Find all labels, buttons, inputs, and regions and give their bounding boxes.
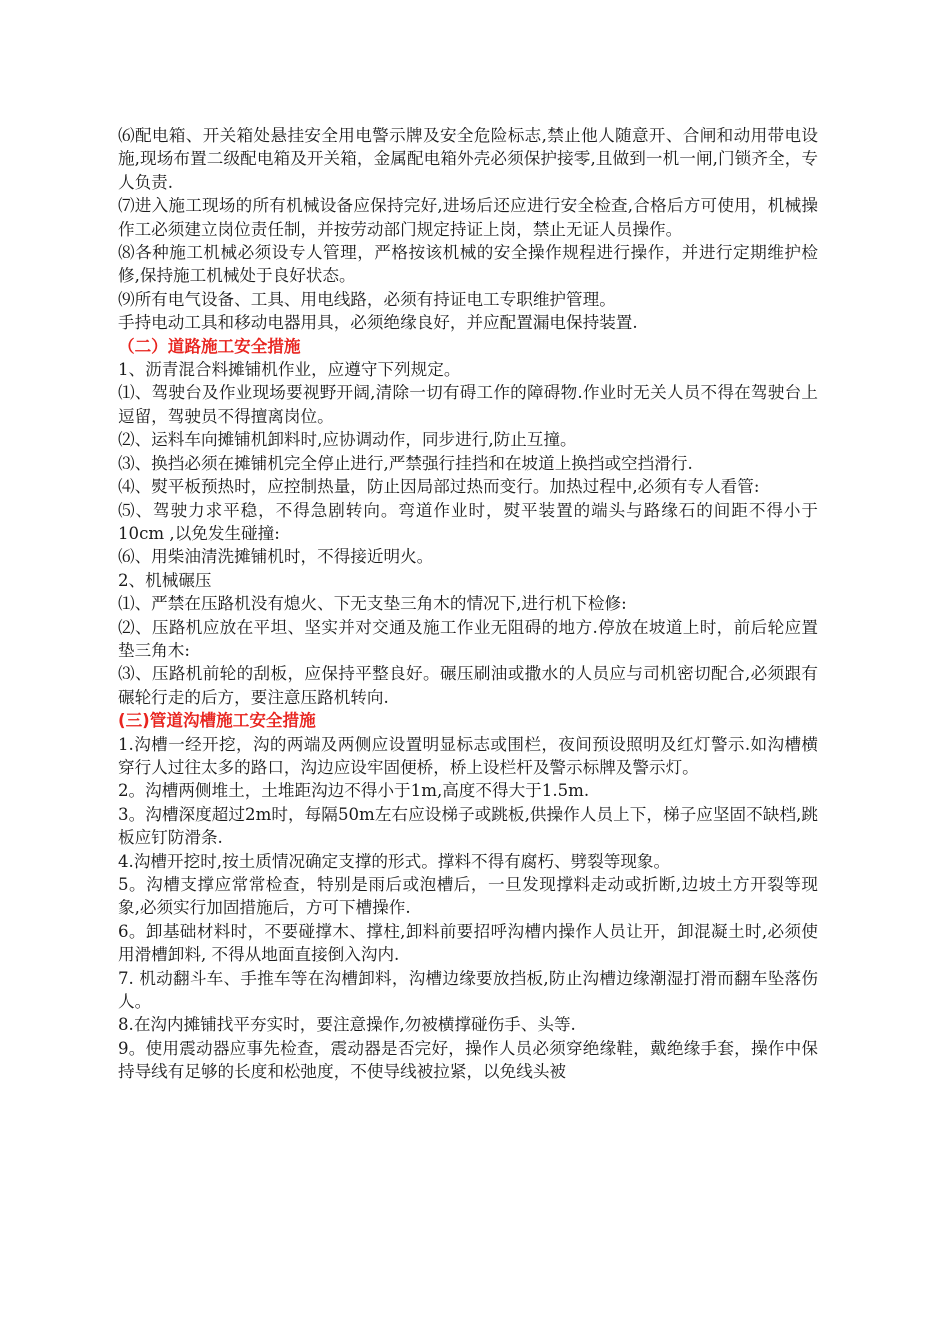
paragraph-machinery-check: ⑺进入施工现场的所有机械设备应保持完好,进场后还应进行安全检查,合格后方可使用，机械操作工必须建立岗位责任制，并按劳动部门规定持证上岗，禁止无证人员操作。: [118, 196, 818, 239]
paragraph-paver-3: ⑶、换挡必须在摊铺机完全停止进行,严禁强行挂挡和在坡道上换挡或空挡滑行.: [118, 453, 693, 473]
paragraph-trench-2: 2。沟槽两侧堆土，土堆距沟边不得小于1m,高度不得大于1.5m.: [118, 781, 590, 801]
paragraph-paver-2: ⑵、运料车向摊铺机卸料时,应协调动作，同步进行,防止互撞。: [118, 430, 577, 450]
paragraph-trench-1: 1.沟槽一经开挖，沟的两端及两侧应设置明显标志或围栏，夜间预设照明及红灯警示.如沟槽横穿行人过往太多的路口，沟边应设牢固便桥，桥上设栏杆及警示标牌及警示灯。: [118, 734, 818, 777]
paragraph-trench-9: 9。使用震动器应事先检查，震动器是否完好，操作人员必须穿绝缘鞋，戴绝缘手套，操作中保持导线有足够的长度和松弛度，不使导线被拉紧，以免线头被: [118, 1038, 818, 1082]
document-body: [118, 124, 818, 1084]
paragraph-roller-intro: 2、机械碾压: [118, 570, 212, 590]
paragraph-trench-5: 5。沟槽支撑应常常检查，特别是雨后或泡槽后，一旦发现撑料走动或折断,边坡土方开裂等现象,必须实行加固措施后，方可下槽操作.: [118, 875, 818, 918]
paragraph-paver-5: ⑸、驾驶力求平稳，不得急剧转向。弯道作业时，熨平装置的端头与路缘石的间距不得小于10cm ,以免发生碰撞:: [118, 500, 818, 543]
section-heading-trench: (三)管道沟槽施工安全措施: [118, 711, 316, 731]
section-heading-road: （二）道路施工安全措施: [118, 336, 301, 356]
paragraph-paver-4: ⑷、熨平板预热时，应控制热量，防止因局部过热而变行。加热过程中,必须有专人看管:: [118, 477, 760, 497]
paragraph-electrical-equipment: ⑼所有电气设备、工具、用电线路，必须有持证电工专职维护管理。: [118, 289, 616, 309]
paragraph-trench-6: 6。卸基础材料时，不要碰撑木、撑柱,卸料前要招呼沟槽内操作人员让开，卸混凝土时,必须使用滑槽卸料, 不得从地面直接倒入沟内.: [118, 921, 818, 965]
paragraph-trench-3: 3。沟槽深度超过2m时，每隔50m左右应设梯子或跳板,供操作人员上下，梯子应坚固不缺档,跳板应钉防滑条.: [118, 804, 818, 848]
paragraph-paver-intro: 1、沥青混合料摊铺机作业，应遵守下列规定。: [118, 360, 461, 380]
paragraph-trench-8: 8.在沟内摊铺找平夯实时，要注意操作,勿被横撑碰伤手、头等.: [118, 1015, 576, 1035]
paragraph-paver-1: ⑴、驾驶台及作业现场要视野开阔,清除一切有碍工作的障碍物.作业时无关人员不得在驾驶台上逗留，驾驶员不得擅离岗位。: [118, 383, 818, 426]
paragraph-roller-2: ⑵、压路机应放在平坦、坚实并对交通及施工作业无阻碍的地方.停放在坡道上时，前后轮应置垫三角木:: [118, 617, 818, 660]
paragraph-paver-6: ⑹、用柴油清洗摊铺机时，不得接近明火。: [118, 547, 434, 567]
paragraph-distribution-box: ⑹配电箱、开关箱处悬挂安全用电警示牌及安全危险标志,禁止他人随意开、合闸和动用带电设施,现场布置二级配电箱及开关箱，金属配电箱外壳必须保护接零,且做到一机一闸,门锁齐全，专人负责.: [118, 126, 818, 192]
paragraph-roller-1: ⑴、严禁在压路机没有熄火、下无支垫三角木的情况下,进行机下检修:: [118, 594, 627, 614]
paragraph-handheld-tools: 手持电动工具和移动电器用具，必须绝缘良好，并应配置漏电保持装置.: [118, 313, 638, 333]
paragraph-trench-4: 4.沟槽开挖时,按土质情况确定支撑的形式。撑料不得有腐朽、劈裂等现象。: [118, 851, 671, 871]
paragraph-roller-3: ⑶、压路机前轮的刮板，应保持平整良好。碾压刷油或撒水的人员应与司机密切配合,必须跟有碾轮行走的后方，要注意压路机转向.: [118, 664, 818, 707]
paragraph-machinery-management: ⑻各种施工机械必须设专人管理，严格按该机械的安全操作规程进行操作，并进行定期维护检修,保持施工机械处于良好状态。: [118, 243, 818, 286]
paragraph-trench-7: 7. 机动翻斗车、手推车等在沟槽卸料，沟槽边缘要放挡板,防止沟槽边缘潮湿打滑而翻车坠落伤人。: [118, 968, 818, 1012]
